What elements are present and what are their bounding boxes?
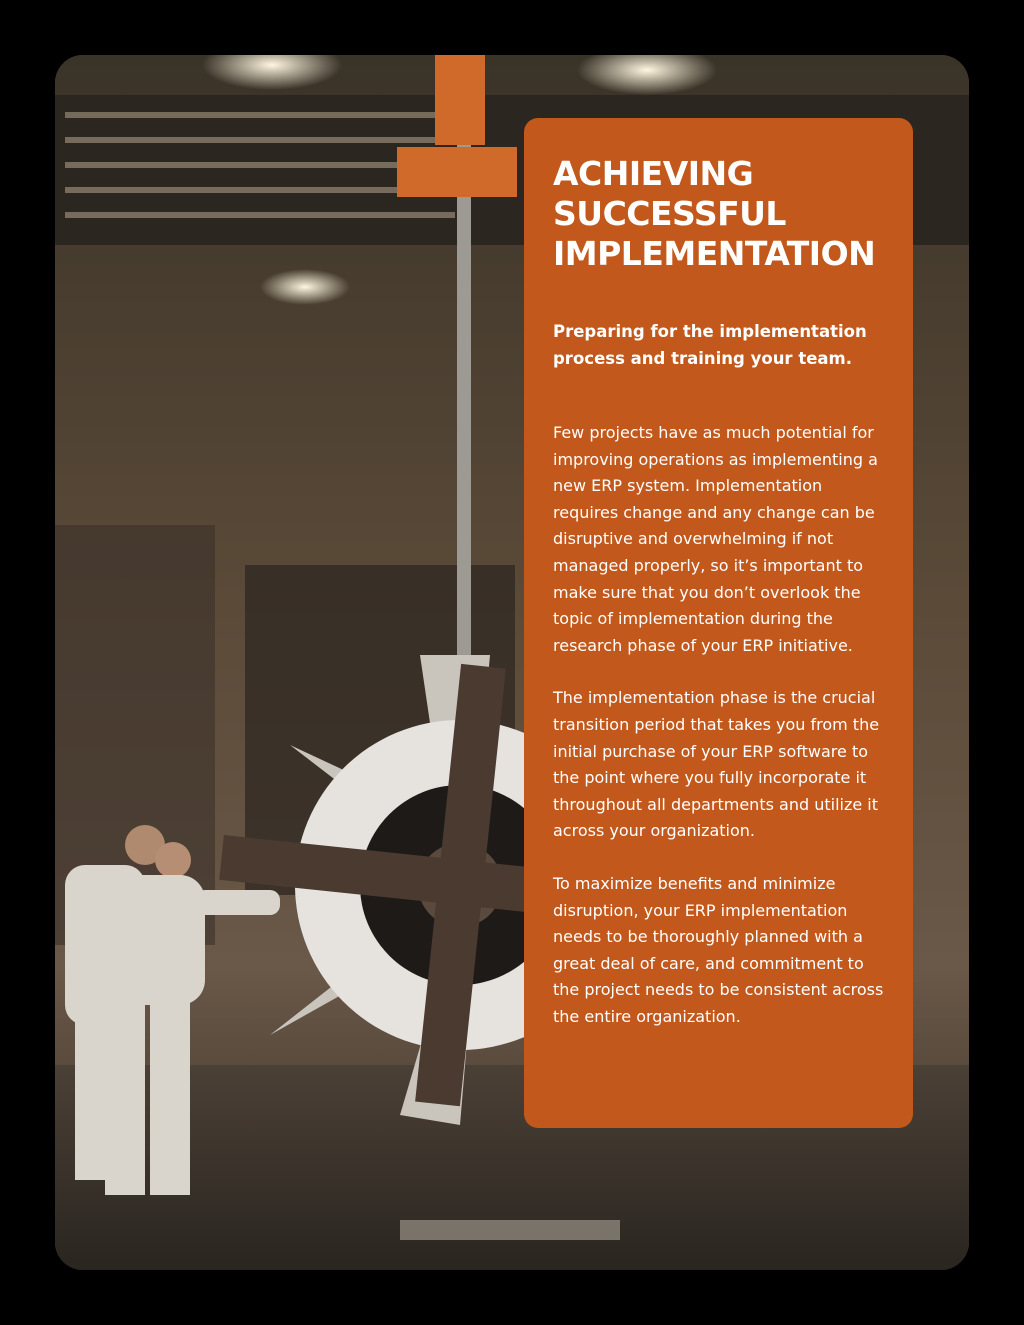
paragraph: Few projects have as much potential for improving operations as implementing a new ERP system. Implementation requires change and any change can be disruptive and overwhelming if not managed properly, so it’s important to make sure that you don’t overlook the topic of implementation during the research phase of your ERP initiative. <box>553 423 878 655</box>
title-line: SUCCESSFUL <box>553 194 786 233</box>
paragraph: The implementation phase is the crucial transition period that takes you from the initial purchase of your ERP software to the point where you fully incorporate it throughout all departments and utilize it across your organization. <box>553 688 880 841</box>
body-text <box>553 420 884 1030</box>
section-title <box>553 154 884 274</box>
page <box>55 55 969 1270</box>
paragraph: To maximize benefits and minimize disruption, your ERP implementation needs to be thoroughly planned with a great deal of care, and commitment to the project needs to be consistent across the entire organization. <box>553 873 884 1026</box>
info-card <box>524 118 913 1128</box>
section-subtitle: Preparing for the implementation process and training your team. <box>553 322 867 368</box>
title-line: IMPLEMENTATION <box>553 234 876 273</box>
title-line: ACHIEVING <box>553 154 754 193</box>
